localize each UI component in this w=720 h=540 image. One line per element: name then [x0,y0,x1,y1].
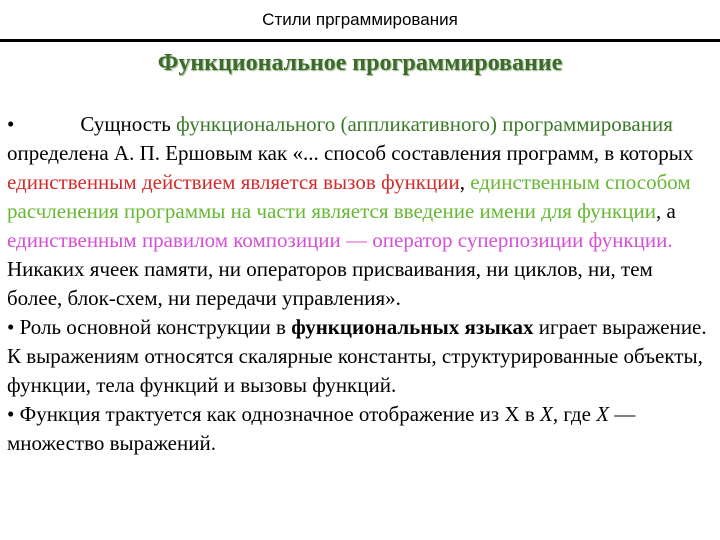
header-divider [0,39,720,42]
math-var: X, [540,402,559,426]
text-run: где [558,402,597,426]
paragraph-expressions [7,313,713,400]
text-run: , а [655,199,676,223]
header-title: Стили прграммирования [262,10,458,29]
highlight-red: единственным действием является вызов функции [7,170,460,194]
paragraph-function [7,400,713,458]
text-run: — множество выражений. [7,402,636,455]
text-run: Никаких ячеек памяти, ни операторов присваивания, ни циклов, ни, тем более, блок-схем, ни передачи управления». [7,257,653,310]
slide-body [7,110,713,458]
bullet: • [7,112,15,136]
text-run: определена А. П. Ершовым как «... способ составления программ, в которых [7,141,694,165]
paragraph-definition [7,110,713,313]
text-run: играет выражение. К выражениям относятся скалярные константы, структурированные объекты, функции, тела функций и вызовы функций. [7,315,707,397]
highlight-lime: единственным способом расчленения программы на части является введение имени для функции [7,170,691,223]
slide-title: Функциональное программирование [157,50,563,76]
text-run: • Роль основной конструкции в [7,315,292,339]
highlight-magenta: единственным правилом композиции — оператор суперпозиции функции. [7,228,673,252]
term-bold: функциональных языках [291,315,534,339]
highlight-green: функционального (аппликативного) программирования [176,112,673,136]
math-var: X [596,402,610,426]
text-run: • Функция трактуется как однозначное отображение из X в [7,402,541,426]
text-run: Сущность [80,112,177,136]
text-run: , [459,170,471,194]
